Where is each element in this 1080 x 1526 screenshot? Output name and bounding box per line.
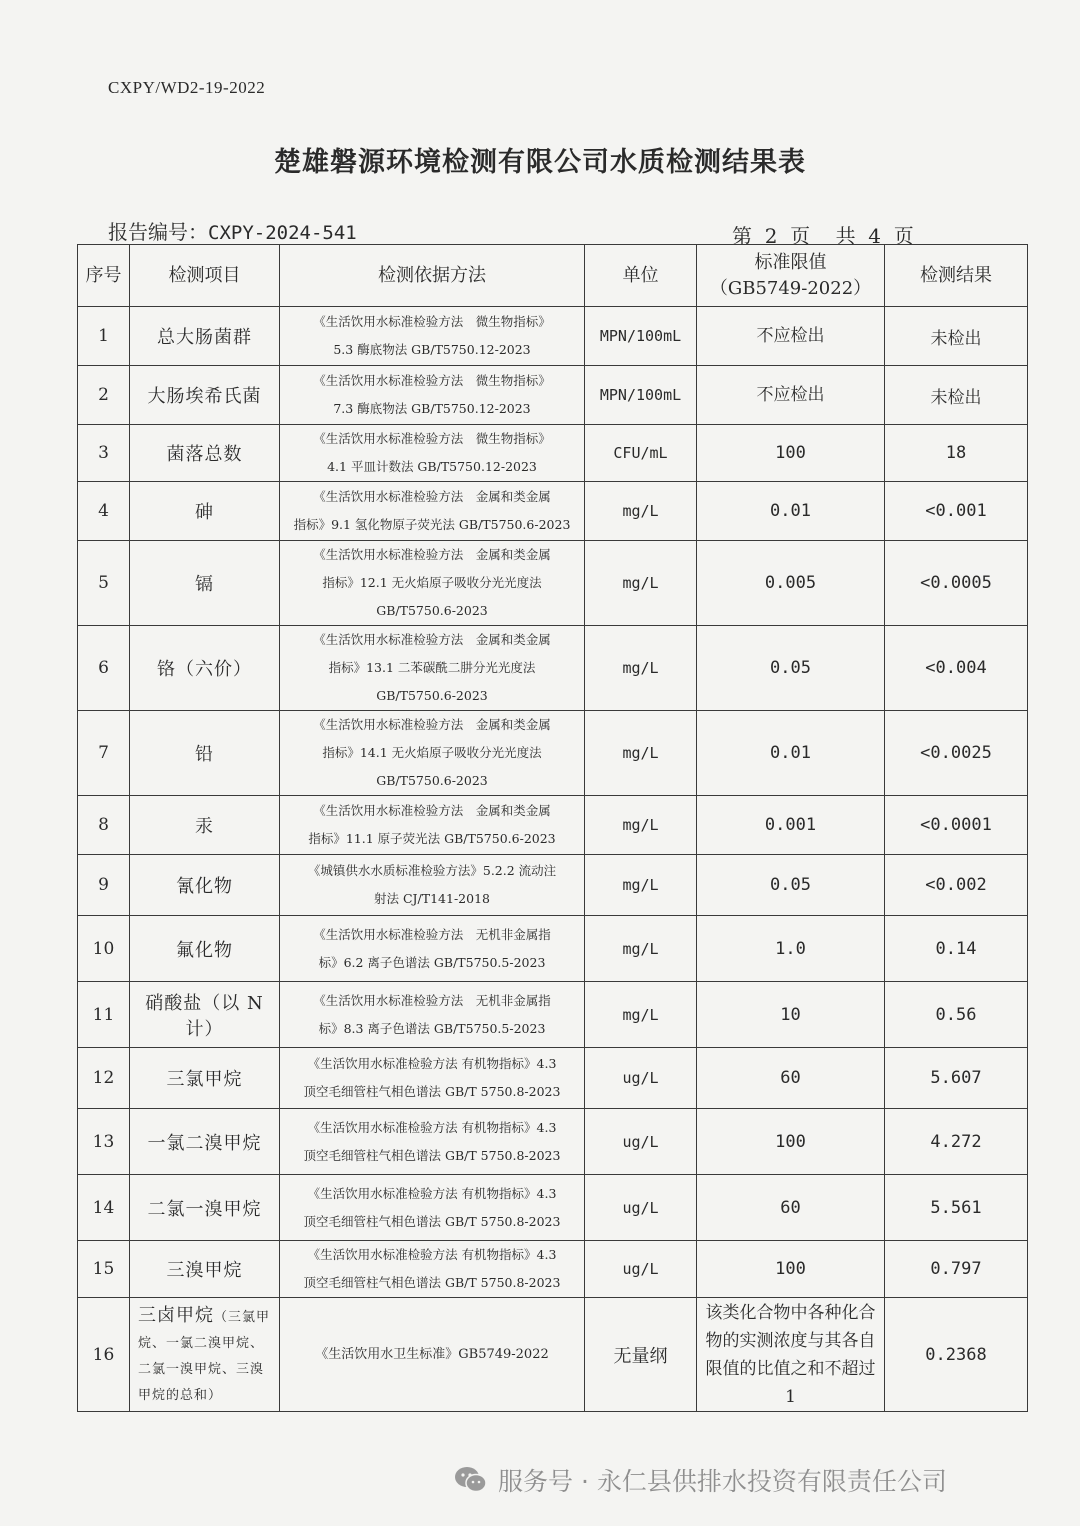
row-method-line1: 《生活饮用水标准检验方法 微生物指标》 xyxy=(313,431,551,446)
row-method-line2: 7.3 酶底物法 GB/T5750.12-2023 xyxy=(333,401,531,416)
row-method-line1: 《城镇供水水质标准检验方法》5.2.2 流动注 xyxy=(307,863,557,878)
row-unit: mg/L xyxy=(585,711,697,796)
row-method-line1: 《生活饮用水标准检验方法 金属和类金属 xyxy=(313,547,551,562)
row-item: 镉 xyxy=(130,541,280,626)
table-row xyxy=(78,425,1028,482)
row-method-line2: 顶空毛细管柱气相色谱法 GB/T 5750.8-2023 xyxy=(303,1084,561,1099)
row-no: 3 xyxy=(78,425,130,482)
row-method xyxy=(280,916,585,982)
row-standard: 0.05 xyxy=(697,626,885,711)
row-method xyxy=(280,541,585,626)
row-method xyxy=(280,626,585,711)
table-header xyxy=(78,245,1028,307)
row-method xyxy=(280,307,585,366)
table-row xyxy=(78,1241,1028,1298)
row-method xyxy=(280,711,585,796)
table-row xyxy=(78,916,1028,982)
row-result: <0.0001 xyxy=(885,796,1028,855)
row-standard: 不应检出 xyxy=(697,366,885,425)
row-result: <0.0025 xyxy=(885,711,1028,796)
row-no: 16 xyxy=(78,1298,130,1412)
row-item: 总大肠菌群 xyxy=(130,307,280,366)
row-result: 18 xyxy=(885,425,1028,482)
header-item: 检测项目 xyxy=(130,245,280,307)
row-method-line1: 《生活饮用水标准检验方法 无机非金属指 xyxy=(313,992,551,1008)
wechat-icon xyxy=(454,1465,488,1495)
row-result: <0.0005 xyxy=(885,541,1028,626)
row-method-line1: 《生活饮用水标准检验方法 金属和类金属 xyxy=(313,803,551,818)
row-item: 砷 xyxy=(130,482,280,541)
row-method-line2: 标》6.2 离子色谱法 GB/T5750.5-2023 xyxy=(318,954,546,970)
row-method-line1: 《生活饮用水标准检验方法 金属和类金属 xyxy=(313,717,551,732)
row-unit: mg/L xyxy=(585,482,697,541)
header-standard xyxy=(697,245,885,307)
row-method-line3: GB/T5750.6-2023 xyxy=(376,603,488,618)
row-item: 铅 xyxy=(130,711,280,796)
table-row xyxy=(78,1109,1028,1175)
row-item: 氰化物 xyxy=(130,855,280,916)
row-method-line2: 4.1 平皿计数法 GB/T5750.12-2023 xyxy=(327,459,537,474)
row-standard: 60 xyxy=(697,1048,885,1109)
table-row xyxy=(78,982,1028,1048)
table-row xyxy=(78,855,1028,916)
row-method-line3: GB/T5750.6-2023 xyxy=(376,773,488,788)
row-unit: MPN/100mL xyxy=(585,307,697,366)
table-row xyxy=(78,366,1028,425)
row-method-line2: 顶空毛细管柱气相色谱法 GB/T 5750.8-2023 xyxy=(303,1213,561,1229)
table-row xyxy=(78,796,1028,855)
row-method-line2: 指标》13.1 二苯碳酰二肼分光光度法 xyxy=(328,660,536,675)
header-no: 序号 xyxy=(78,245,130,307)
row-method xyxy=(280,1048,585,1109)
row-unit: mg/L xyxy=(585,916,697,982)
row-method-line2: 射法 CJ/T141-2018 xyxy=(374,891,490,906)
row-method-line1: 《生活饮用水标准检验方法 无机非金属指 xyxy=(313,926,551,942)
row-unit: mg/L xyxy=(585,541,697,626)
row-standard: 0.05 xyxy=(697,855,885,916)
row-result: 未检出 xyxy=(885,366,1028,425)
table-row xyxy=(78,541,1028,626)
row-result: 5.561 xyxy=(885,1175,1028,1241)
row-standard: 100 xyxy=(697,425,885,482)
row-unit: ug/L xyxy=(585,1175,697,1241)
row-standard: 0.01 xyxy=(697,711,885,796)
row-result: 0.2368 xyxy=(885,1298,1028,1412)
row-no: 6 xyxy=(78,626,130,711)
row-method xyxy=(280,1175,585,1241)
row-item: 氟化物 xyxy=(130,916,280,982)
row-method-line2: 指标》11.1 原子荧光法 GB/T5750.6-2023 xyxy=(308,831,556,846)
row-method-line2: 指标》14.1 无火焰原子吸收分光光度法 xyxy=(322,745,542,760)
row-method-line1: 《生活饮用水标准检验方法 有机物指标》4.3 xyxy=(307,1247,557,1262)
row-no: 15 xyxy=(78,1241,130,1298)
row-no: 1 xyxy=(78,307,130,366)
results-table xyxy=(77,244,1028,1412)
row-result: 0.797 xyxy=(885,1241,1028,1298)
table-row xyxy=(78,307,1028,366)
row-no: 9 xyxy=(78,855,130,916)
row-method-line2: 指标》9.1 氢化物原子荧光法 GB/T5750.6-2023 xyxy=(293,517,571,532)
row-method-line1: 《生活饮用水标准检验方法 金属和类金属 xyxy=(313,489,551,504)
footer-watermark xyxy=(454,1462,947,1498)
page-title: 楚雄磐源环境检测有限公司水质检测结果表 xyxy=(274,147,806,178)
row-method xyxy=(280,1109,585,1175)
row-method xyxy=(280,425,585,482)
header-result: 检测结果 xyxy=(885,245,1028,307)
row-item: 硝酸盐（以 N 计） xyxy=(130,982,280,1048)
row-unit: mg/L xyxy=(585,796,697,855)
row-item: 汞 xyxy=(130,796,280,855)
row-unit: mg/L xyxy=(585,855,697,916)
row-item: 二氯一溴甲烷 xyxy=(130,1175,280,1241)
row-method xyxy=(280,366,585,425)
row-method-line1: 《生活饮用水标准检验方法 微生物指标》 xyxy=(313,314,551,329)
row-standard: 0.01 xyxy=(697,482,885,541)
row-result: <0.004 xyxy=(885,626,1028,711)
row-standard: 100 xyxy=(697,1241,885,1298)
row-standard: 0.001 xyxy=(697,796,885,855)
row-item: 三溴甲烷 xyxy=(130,1241,280,1298)
row-method xyxy=(280,855,585,916)
header-standard-line1: 标准限值 xyxy=(754,251,827,273)
row-unit: mg/L xyxy=(585,626,697,711)
report-number-value: CXPY-2024-541 xyxy=(208,222,357,244)
table-row xyxy=(78,1298,1028,1412)
row-standard: 0.005 xyxy=(697,541,885,626)
row-item xyxy=(130,1298,280,1412)
report-number xyxy=(108,216,357,245)
table-row xyxy=(78,482,1028,541)
header-unit: 单位 xyxy=(585,245,697,307)
row-item-sub: （三氯甲烷、一氯二溴甲烷、二氯一溴甲烷、三溴甲烷的总和） xyxy=(138,1309,271,1403)
report-number-label: 报告编号： xyxy=(108,220,208,244)
page-info: 第 2 页 共 4 页 xyxy=(732,224,914,248)
row-method-line1: 《生活饮用水标准检验方法 金属和类金属 xyxy=(313,632,551,647)
row-unit: ug/L xyxy=(585,1109,697,1175)
row-method-line3: GB/T5750.6-2023 xyxy=(376,688,488,703)
table-row xyxy=(78,626,1028,711)
row-method xyxy=(280,1241,585,1298)
row-method xyxy=(280,796,585,855)
row-unit: 无量纲 xyxy=(585,1298,697,1412)
row-no: 14 xyxy=(78,1175,130,1241)
row-method-line2: 顶空毛细管柱气相色谱法 GB/T 5750.8-2023 xyxy=(303,1147,561,1163)
header-standard-line2: （GB5749-2022） xyxy=(709,277,872,299)
row-method xyxy=(280,982,585,1048)
row-no: 2 xyxy=(78,366,130,425)
row-standard: 60 xyxy=(697,1175,885,1241)
table-row xyxy=(78,1048,1028,1109)
row-no: 13 xyxy=(78,1109,130,1175)
row-unit: ug/L xyxy=(585,1048,697,1109)
row-no: 12 xyxy=(78,1048,130,1109)
header-method: 检测依据方法 xyxy=(280,245,585,307)
table-row xyxy=(78,711,1028,796)
row-item: 一氯二溴甲烷 xyxy=(130,1109,280,1175)
table-row xyxy=(78,1175,1028,1241)
row-no: 4 xyxy=(78,482,130,541)
row-unit: MPN/100mL xyxy=(585,366,697,425)
row-item-main: 三卤甲烷 xyxy=(138,1304,214,1326)
row-method: 《生活饮用水卫生标准》GB5749-2022 xyxy=(280,1298,585,1412)
row-method-line2: 指标》12.1 无火焰原子吸收分光光度法 xyxy=(322,575,542,590)
row-result: 0.56 xyxy=(885,982,1028,1048)
row-method-line1: 《生活饮用水标准检验方法 有机物指标》4.3 xyxy=(307,1056,557,1071)
row-unit: mg/L xyxy=(585,982,697,1048)
row-no: 10 xyxy=(78,916,130,982)
row-method-line2: 标》8.3 离子色谱法 GB/T5750.5-2023 xyxy=(318,1020,546,1036)
row-result: 0.14 xyxy=(885,916,1028,982)
row-unit: CFU/mL xyxy=(585,425,697,482)
footer-text: 服务号 · 永仁县供排水投资有限责任公司 xyxy=(498,1467,947,1496)
row-item: 菌落总数 xyxy=(130,425,280,482)
document-code: CXPY/WD2-19-2022 xyxy=(108,78,266,97)
row-no: 5 xyxy=(78,541,130,626)
row-method xyxy=(280,482,585,541)
row-result: 5.607 xyxy=(885,1048,1028,1109)
row-item: 铬（六价） xyxy=(130,626,280,711)
row-result: <0.002 xyxy=(885,855,1028,916)
row-standard: 10 xyxy=(697,982,885,1048)
row-method-line2: 顶空毛细管柱气相色谱法 GB/T 5750.8-2023 xyxy=(303,1275,561,1290)
row-item: 三氯甲烷 xyxy=(130,1048,280,1109)
row-standard: 100 xyxy=(697,1109,885,1175)
row-result: <0.001 xyxy=(885,482,1028,541)
row-result: 4.272 xyxy=(885,1109,1028,1175)
row-item: 大肠埃希氏菌 xyxy=(130,366,280,425)
row-standard: 1.0 xyxy=(697,916,885,982)
row-no: 8 xyxy=(78,796,130,855)
row-standard: 不应检出 xyxy=(697,307,885,366)
row-standard: 该类化合物中各种化合物的实测浓度与其各自限值的比值之和不超过 1 xyxy=(697,1298,885,1412)
row-result: 未检出 xyxy=(885,307,1028,366)
row-method-line1: 《生活饮用水标准检验方法 有机物指标》4.3 xyxy=(307,1119,557,1135)
row-method-line2: 5.3 酶底物法 GB/T5750.12-2023 xyxy=(333,342,531,357)
row-no: 7 xyxy=(78,711,130,796)
row-method-line1: 《生活饮用水标准检验方法 有机物指标》4.3 xyxy=(307,1185,557,1201)
row-unit: ug/L xyxy=(585,1241,697,1298)
row-no: 11 xyxy=(78,982,130,1048)
row-method-line1: 《生活饮用水标准检验方法 微生物指标》 xyxy=(313,373,551,388)
